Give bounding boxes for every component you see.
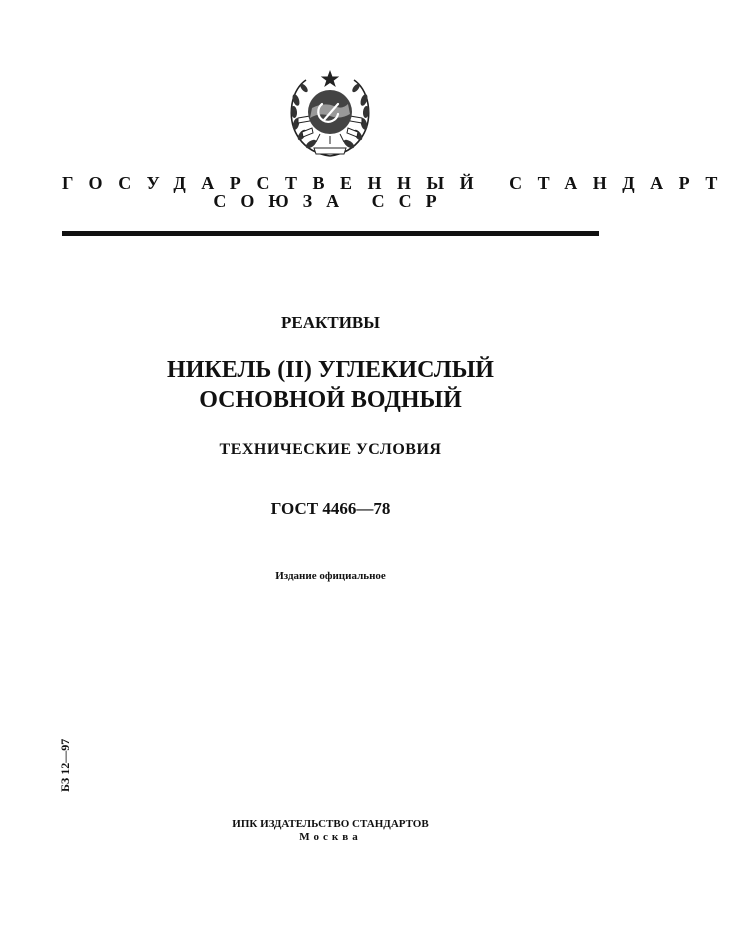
standard-header-subtitle: СОЮЗА ССР xyxy=(213,191,451,211)
edition-note: Издание официальное xyxy=(275,570,386,582)
document-title-line-2: ОСНОВНОЙ ВОДНЫЙ xyxy=(199,387,462,413)
side-code: БЗ 12—97 xyxy=(58,738,72,792)
ussr-state-emblem-icon xyxy=(280,64,380,164)
standard-number: ГОСТ 4466—78 xyxy=(270,499,391,518)
header-divider xyxy=(62,231,599,236)
publisher-city: Москва xyxy=(299,831,362,843)
document-category: РЕАКТИВЫ xyxy=(281,313,380,332)
publisher: ИПК ИЗДАТЕЛЬСТВО СТАНДАРТОВ xyxy=(232,818,429,830)
document-title-line-1: НИКЕЛЬ (II) УГЛЕКИСЛЫЙ xyxy=(167,357,494,383)
document-subtitle: ТЕХНИЧЕСКИЕ УСЛОВИЯ xyxy=(219,441,442,458)
standard-header-title: ГОСУДАРСТВЕННЫЙ СТАНДАРТ xyxy=(62,173,733,193)
document-title xyxy=(0,355,661,415)
